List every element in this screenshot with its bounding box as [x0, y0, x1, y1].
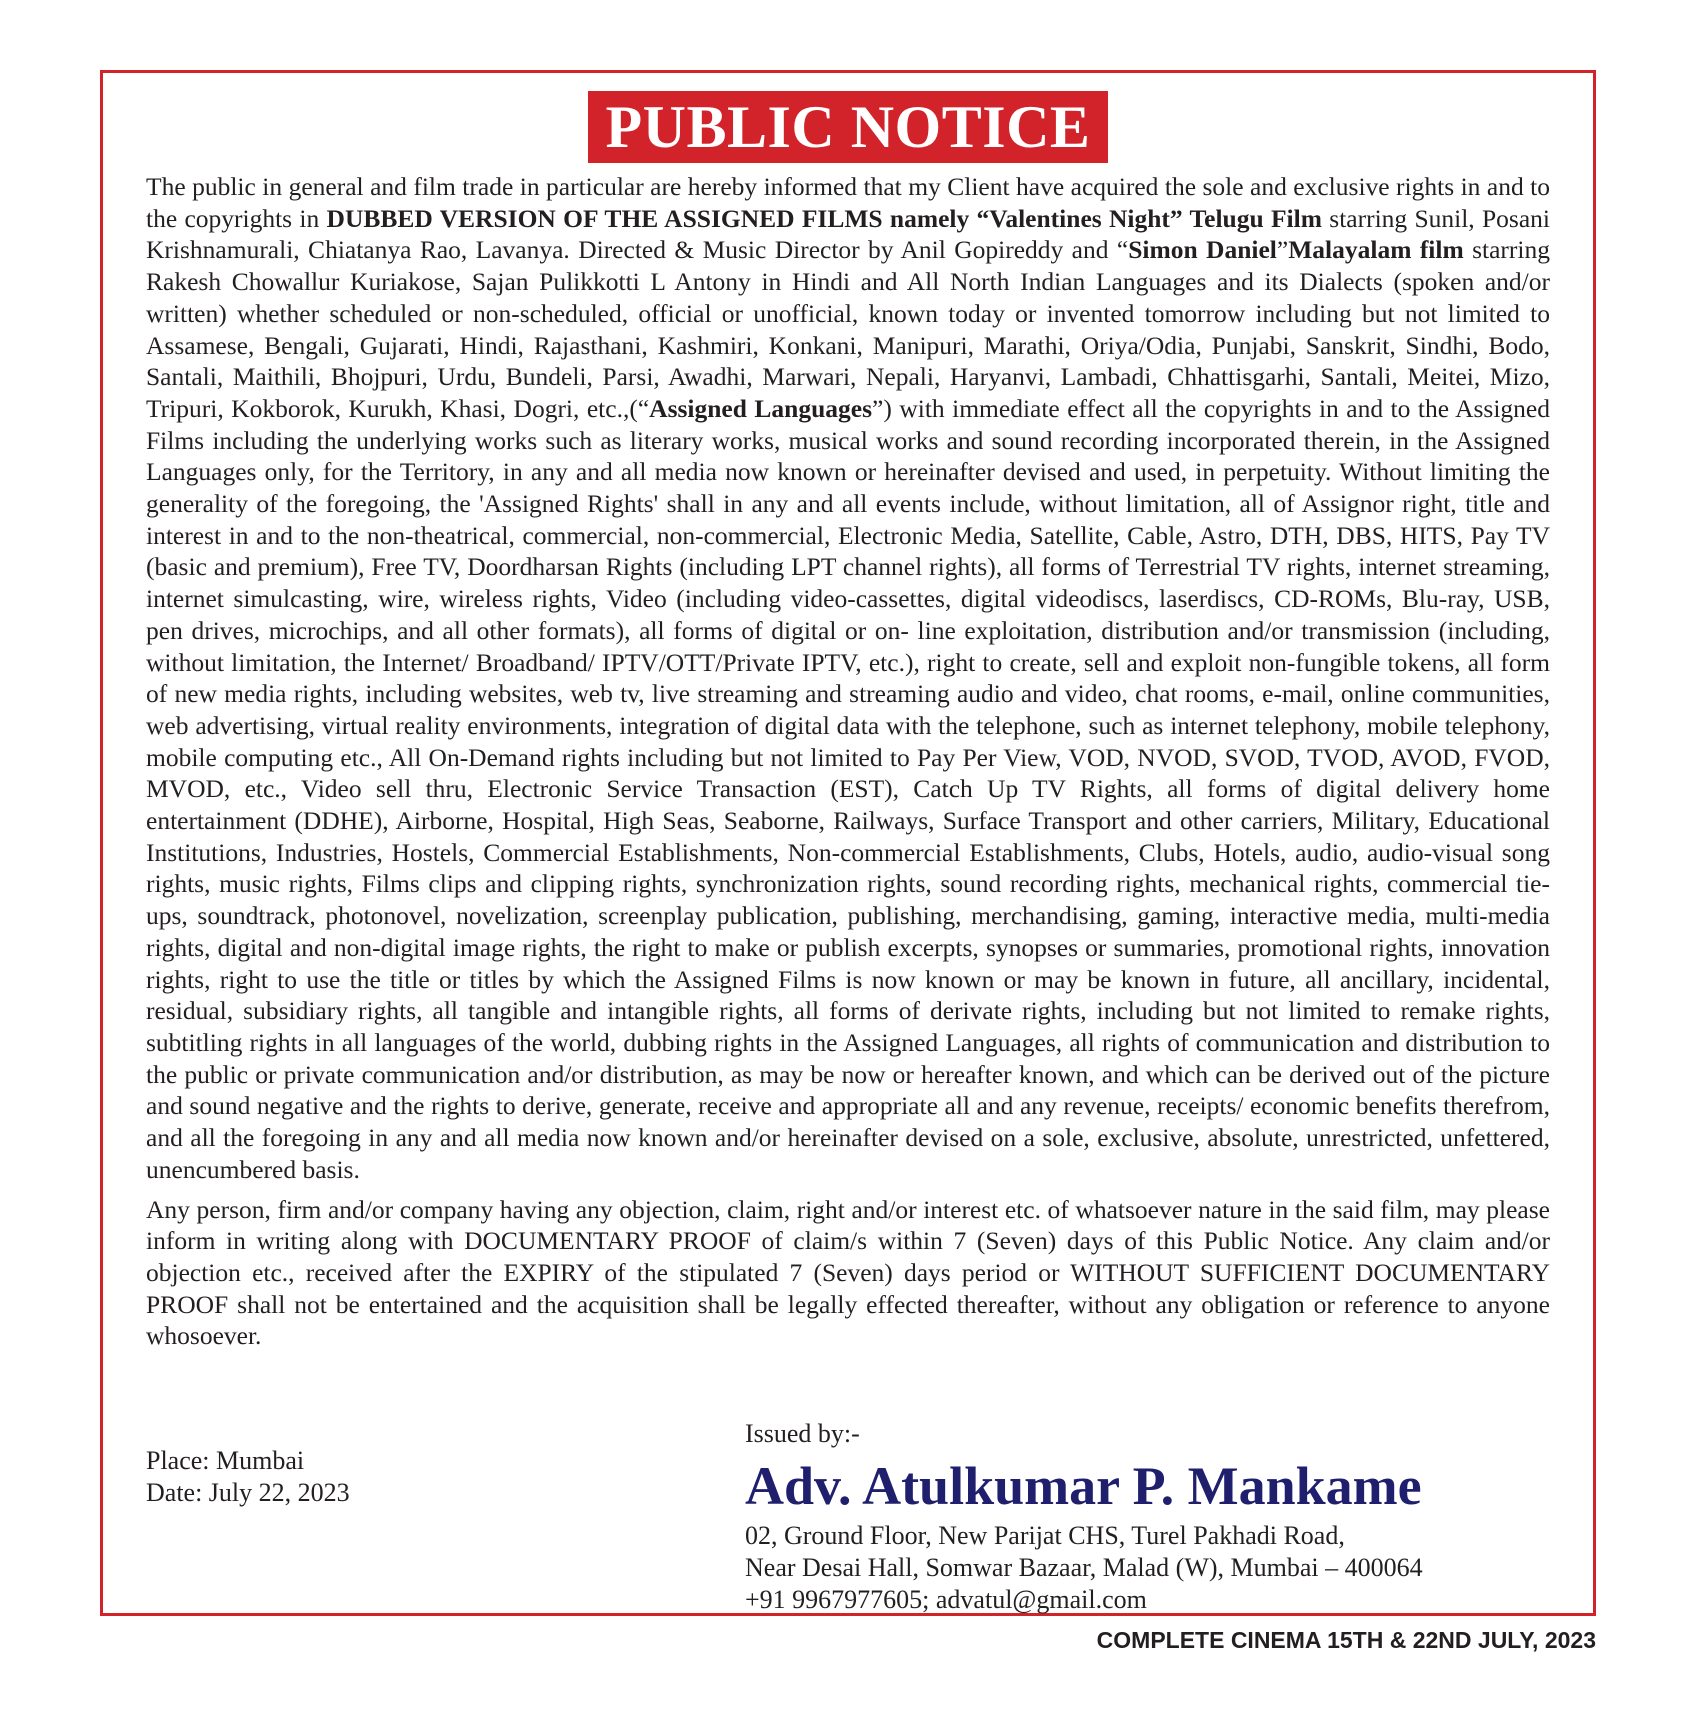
publication-line: COMPLETE CINEMA 15TH & 22ND JULY, 2023: [1096, 1627, 1596, 1653]
issuer-name: Adv. Atulkumar P. Mankame: [745, 1456, 1422, 1516]
p1-text-2: starring Sunil, Posani Krishnamurali, Chiatanya Rao, Lavanya. Directed & Music Director by Anil Gopireddy and “: [146, 203, 1550, 265]
notice-title: PUBLIC NOTICE: [588, 91, 1109, 163]
place-text: Place: Mumbai: [146, 1446, 305, 1475]
date-text: Date: July 22, 2023: [146, 1478, 350, 1507]
p1-text-4: starring Rakesh Chowallur Kuriakose, Sajan Pulikkotti L Antony in Hindi and All North Indian Languages and its Dialects (spoken and/or written) whether scheduled or non-scheduled, official or unofficial, known today or invented tomorrow including but not limited to Assamese, Bengali, Gujarati, Hindi, Rajasthani, Kashmiri, Konkani, Manipuri, Marathi, Oriya/Odia, Punjabi, Sanskrit, Sindhi, Bodo, Santali, Maithili, Bhojpuri, Urdu, Bundeli, Parsi, Awadhi, Marwari, Nepali, Haryanvi, Lambadi, Chhattisgarhi, Santali, Meitei, Mizo, Tripuri, Kokborok, Kurukh, Khasi, Dogri, etc.,(“: [146, 235, 1550, 423]
p1-text-5: ”) with immediate effect all the copyrights in and to the Assigned Films including the underlying works such as literary works, musical works and sound recording incorporated therein, in the Assigned Languages only, for the Territory, in any and all media now known or hereinafter devised and used, in perpetuity. Without limiting the generality of the foregoing, the 'Assigned Rights' shall in any and all events include, without limitation, all of Assignor right, title and interest in and to the non-theatrical, commercial, non-commercial, Electronic Media, Satellite, Cable, Astro, DTH, DBS, HITS, Pay TV (basic and premium), Free TV, Doordharsan Rights (including LPT channel rights), all forms of Terrestrial TV rights, internet streaming, internet simulcasting, wire, wireless rights, Video (including video-cassettes, digital videodiscs, laserdiscs, CD-ROMs, Blu-ray, USB, pen drives, microchips, and all other formats), all forms of digital or on- line exploitation, distribution and/or transmission (including, without limitation, the Internet/ Broadband/ IPTV/OTT/Private IPTV, etc.), right to create, sell and exploit non-fungible tokens, all form of new media rights, including websites, web tv, live streaming and streaming audio and video, chat rooms, e-mail, online communities, web advertising, virtual reality environments, integration of digital data with the telephone, such as internet telephony, mobile telephony, mobile computing etc., All On-Demand rights including but not limited to Pay Per View, VOD, NVOD, SVOD, TVOD, AVOD, FVOD, MVOD, etc., Video sell thru, Electronic Service Transaction (EST), Catch Up TV Rights, all forms of digital delivery home entertainment (DDHE), Airborne, Hospital, High Seas, Seaborne, Railways, Surface Transport and other carriers, Military, Educational Institutions, Industries, Hostels, Commercial Establishments, Non-commercial Establishments, Clubs, Hotels, audio, audio-visual song rights, music rights, Films clips and clipping rights, synchronization rights, sound recording rights, mechanical rights, commercial tie-ups, soundtrack, photonovel, novelization, screenplay publication, publishing, merchandising, gaming, interactive media, multi-media rights, digital and non-digital image rights, the right to make or publish excerpts, synopses or summaries, promotional rights, innovation rights, right to use the title or titles by which the Assigned Films is now known or may be known in future, all ancillary, incidental, residual, subsidiary rights, all tangible and intangible rights, all forms of derivate rights, including but not limited to remake rights, subtitling rights in all languages of the world, dubbing rights in the Assigned Languages, all rights of communication and distribution to the public or private communication and/or distribution, as may be now or hereafter known, and which can be derived out of the picture and sound negative and the rights to derive, generate, receive and appropriate all and any revenue, receipts/ economic benefits therefrom, and all the foregoing in any and all media now known and/or hereinafter devised on a sole, exclusive, absolute, unrestricted, unfettered, unencumbered basis.: [146, 393, 1550, 1184]
paragraph-objection: Any person, firm and/or company having any objection, claim, right and/or interest etc. of whatsoever nature in the said film, may please inform in writing along with DOCUMENTARY PROOF of claim/s within 7 (Seven) days of this Public Notice. Any claim and/or objection etc., received after the EXPIRY of the stipulated 7 (Seven) days period or WITHOUT SUFFICIENT DOCUMENTARY PROOF shall not be entertained and the acquisition shall be legally effected thereafter, without any obligation or reference to anyone whosoever.: [146, 1194, 1550, 1351]
title-wrap: [103, 91, 1593, 163]
contact-line: +91 9967977605; advatul@gmail.com: [745, 1585, 1147, 1614]
address-line-1: 02, Ground Floor, New Parijat CHS, Turel Pakhadi Road,: [745, 1521, 1345, 1550]
notice-frame: [100, 70, 1596, 1616]
p1-bold-malayalam: Malayalam film: [1288, 235, 1464, 265]
notice-body: [146, 171, 1550, 1352]
p1-bold-films: DUBBED VERSION OF THE ASSIGNED FILMS namely “Valentines Night” Telugu Film: [326, 203, 1322, 233]
issuer-block: [745, 1418, 1423, 1616]
paragraph-rights: [146, 171, 1550, 1186]
p1-bold-languages: Assigned Languages: [649, 393, 873, 423]
p1-text-1: The public in general and film trade in particular are hereby informed that my Client have acquired the sole and exclusive rights in and to the copyrights in: [146, 172, 1550, 233]
address-line-2: Near Desai Hall, Somwar Bazaar, Malad (W), Mumbai – 400064: [745, 1553, 1423, 1582]
p1-bold-simon: Simon Daniel: [1128, 235, 1277, 265]
place-date-block: [146, 1445, 350, 1509]
p1-text-3: ”: [1276, 235, 1289, 265]
issued-by-label: Issued by:-: [745, 1419, 860, 1448]
